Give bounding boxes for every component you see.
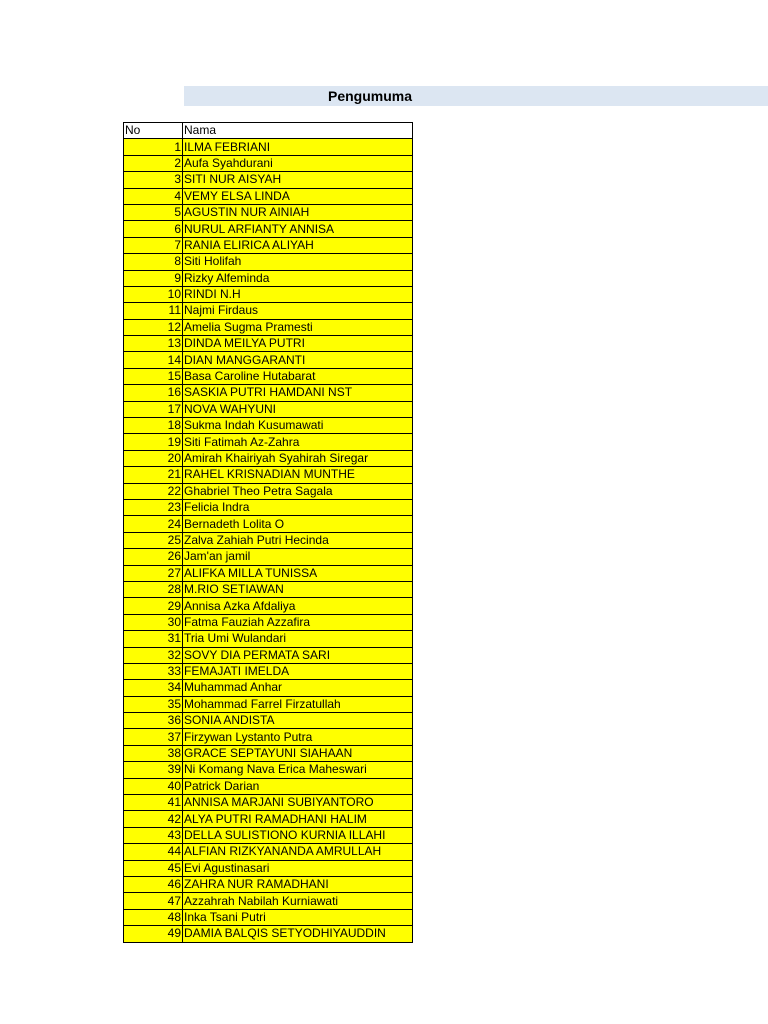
row-name: RANIA ELIRICA ALIYAH — [183, 237, 413, 253]
row-number: 26 — [124, 549, 183, 565]
row-number: 23 — [124, 499, 183, 515]
table-row — [124, 729, 413, 745]
row-name: Evi Agustinasari — [183, 860, 413, 876]
table-row — [124, 221, 413, 237]
row-number: 34 — [124, 680, 183, 696]
row-name: Inka Tsani Putri — [183, 909, 413, 925]
row-name: Siti Fatimah Az-Zahra — [183, 434, 413, 450]
table-row — [124, 237, 413, 253]
row-name: GRACE SEPTAYUNI SIAHAAN — [183, 745, 413, 761]
table-row — [124, 549, 413, 565]
row-name: SONIA ANDISTA — [183, 713, 413, 729]
row-number: 31 — [124, 631, 183, 647]
row-name: ALIFKA MILLA TUNISSA — [183, 565, 413, 581]
table-row — [124, 909, 413, 925]
row-number: 8 — [124, 254, 183, 270]
row-number: 24 — [124, 516, 183, 532]
row-number: 11 — [124, 303, 183, 319]
row-number: 13 — [124, 336, 183, 352]
row-name: ZAHRA NUR RAMADHANI — [183, 876, 413, 892]
row-name: Mohammad Farrel Firzatullah — [183, 696, 413, 712]
table-row — [124, 631, 413, 647]
row-number: 7 — [124, 237, 183, 253]
row-name: VEMY ELSA LINDA — [183, 188, 413, 204]
row-name: Amelia Sugma Pramesti — [183, 319, 413, 335]
table-row — [124, 368, 413, 384]
row-number: 45 — [124, 860, 183, 876]
table-row — [124, 713, 413, 729]
row-number: 3 — [124, 172, 183, 188]
row-number: 19 — [124, 434, 183, 450]
row-number: 47 — [124, 893, 183, 909]
row-number: 4 — [124, 188, 183, 204]
table-row — [124, 795, 413, 811]
row-number: 43 — [124, 827, 183, 843]
row-number: 29 — [124, 598, 183, 614]
row-name: Firzywan Lystanto Putra — [183, 729, 413, 745]
table-row — [124, 581, 413, 597]
table-row — [124, 336, 413, 352]
table-row — [124, 745, 413, 761]
row-number: 36 — [124, 713, 183, 729]
row-number: 12 — [124, 319, 183, 335]
row-name: Basa Caroline Hutabarat — [183, 368, 413, 384]
table-row — [124, 155, 413, 171]
row-number: 39 — [124, 762, 183, 778]
row-name: M.RIO SETIAWAN — [183, 581, 413, 597]
row-name: ALFIAN RIZKYANANDA AMRULLAH — [183, 844, 413, 860]
row-name: Najmi Firdaus — [183, 303, 413, 319]
table-row — [124, 188, 413, 204]
row-number: 40 — [124, 778, 183, 794]
table-row — [124, 434, 413, 450]
table-row — [124, 401, 413, 417]
row-name: Jam'an jamil — [183, 549, 413, 565]
table-row — [124, 352, 413, 368]
title-band — [184, 86, 768, 106]
table-row — [124, 926, 413, 942]
table-row — [124, 811, 413, 827]
row-name: Ni Komang Nava Erica Maheswari — [183, 762, 413, 778]
table-row — [124, 827, 413, 843]
table-row — [124, 319, 413, 335]
row-name: Amirah Khairiyah Syahirah Siregar — [183, 450, 413, 466]
row-name: SITI NUR AISYAH — [183, 172, 413, 188]
row-number: 20 — [124, 450, 183, 466]
row-number: 10 — [124, 286, 183, 302]
row-name: Ghabriel Theo Petra Sagala — [183, 483, 413, 499]
row-name: NURUL ARFIANTY ANNISA — [183, 221, 413, 237]
row-name: Azzahrah Nabilah Kurniawati — [183, 893, 413, 909]
row-number: 17 — [124, 401, 183, 417]
row-number: 6 — [124, 221, 183, 237]
row-name: Felicia Indra — [183, 499, 413, 515]
table-row — [124, 139, 413, 155]
row-name: Annisa Azka Afdaliya — [183, 598, 413, 614]
table-row — [124, 614, 413, 630]
row-name: RINDI N.H — [183, 286, 413, 302]
row-name: RAHEL KRISNADIAN MUNTHE — [183, 467, 413, 483]
row-name: Aufa Syahdurani — [183, 155, 413, 171]
row-number: 21 — [124, 467, 183, 483]
document-title: Pengumuma — [328, 88, 413, 104]
table-row — [124, 516, 413, 532]
table-row — [124, 418, 413, 434]
row-number: 38 — [124, 745, 183, 761]
row-number: 1 — [124, 139, 183, 155]
row-number: 32 — [124, 647, 183, 663]
row-name: Muhammad Anhar — [183, 680, 413, 696]
table-row — [124, 762, 413, 778]
row-name: ALYA PUTRI RAMADHANI HALIM — [183, 811, 413, 827]
row-number: 46 — [124, 876, 183, 892]
row-name: DAMIA BALQIS SETYODHIYAUDDIN — [183, 926, 413, 942]
row-number: 35 — [124, 696, 183, 712]
row-name: DELLA SULISTIONO KURNIA ILLAHI — [183, 827, 413, 843]
table-row — [124, 647, 413, 663]
row-number: 48 — [124, 909, 183, 925]
row-number: 25 — [124, 532, 183, 548]
row-name: Rizky Alfeminda — [183, 270, 413, 286]
table-header-row — [124, 123, 413, 139]
table-row — [124, 598, 413, 614]
table-row — [124, 483, 413, 499]
table-row — [124, 778, 413, 794]
row-number: 49 — [124, 926, 183, 942]
row-number: 33 — [124, 663, 183, 679]
row-number: 30 — [124, 614, 183, 630]
row-name: DINDA MEILYA PUTRI — [183, 336, 413, 352]
row-name: Sukma Indah Kusumawati — [183, 418, 413, 434]
table-row — [124, 565, 413, 581]
table-row — [124, 172, 413, 188]
row-number: 22 — [124, 483, 183, 499]
row-name: Bernadeth Lolita O — [183, 516, 413, 532]
table-row — [124, 385, 413, 401]
row-number: 18 — [124, 418, 183, 434]
row-number: 9 — [124, 270, 183, 286]
table-row — [124, 844, 413, 860]
row-name: Fatma Fauziah Azzafira — [183, 614, 413, 630]
row-name: SASKIA PUTRI HAMDANI NST — [183, 385, 413, 401]
row-number: 28 — [124, 581, 183, 597]
row-number: 44 — [124, 844, 183, 860]
table-row — [124, 860, 413, 876]
row-number: 42 — [124, 811, 183, 827]
table-row — [124, 680, 413, 696]
row-number: 15 — [124, 368, 183, 384]
table-row — [124, 450, 413, 466]
table-row — [124, 532, 413, 548]
row-name: FEMAJATI IMELDA — [183, 663, 413, 679]
table-row — [124, 303, 413, 319]
header-no: No — [124, 123, 183, 139]
row-number: 2 — [124, 155, 183, 171]
row-number: 41 — [124, 795, 183, 811]
row-number: 16 — [124, 385, 183, 401]
row-number: 27 — [124, 565, 183, 581]
row-name: ANNISA MARJANI SUBIYANTORO — [183, 795, 413, 811]
table-row — [124, 663, 413, 679]
row-name: NOVA WAHYUNI — [183, 401, 413, 417]
table-row — [124, 286, 413, 302]
row-name: AGUSTIN NUR AINIAH — [183, 204, 413, 220]
row-number: 37 — [124, 729, 183, 745]
row-name: DIAN MANGGARANTI — [183, 352, 413, 368]
row-number: 5 — [124, 204, 183, 220]
header-name: Nama — [183, 123, 413, 139]
table-row — [124, 876, 413, 892]
row-name: Siti Holifah — [183, 254, 413, 270]
row-name: SOVY DIA PERMATA SARI — [183, 647, 413, 663]
row-name: Zalva Zahiah Putri Hecinda — [183, 532, 413, 548]
row-name: ILMA FEBRIANI — [183, 139, 413, 155]
row-name: Patrick Darian — [183, 778, 413, 794]
table-row — [124, 467, 413, 483]
table-row — [124, 270, 413, 286]
table-row — [124, 204, 413, 220]
row-name: Tria Umi Wulandari — [183, 631, 413, 647]
table-row — [124, 499, 413, 515]
table-row — [124, 254, 413, 270]
row-number: 14 — [124, 352, 183, 368]
student-list-table — [123, 122, 413, 943]
table-row — [124, 696, 413, 712]
table-row — [124, 893, 413, 909]
